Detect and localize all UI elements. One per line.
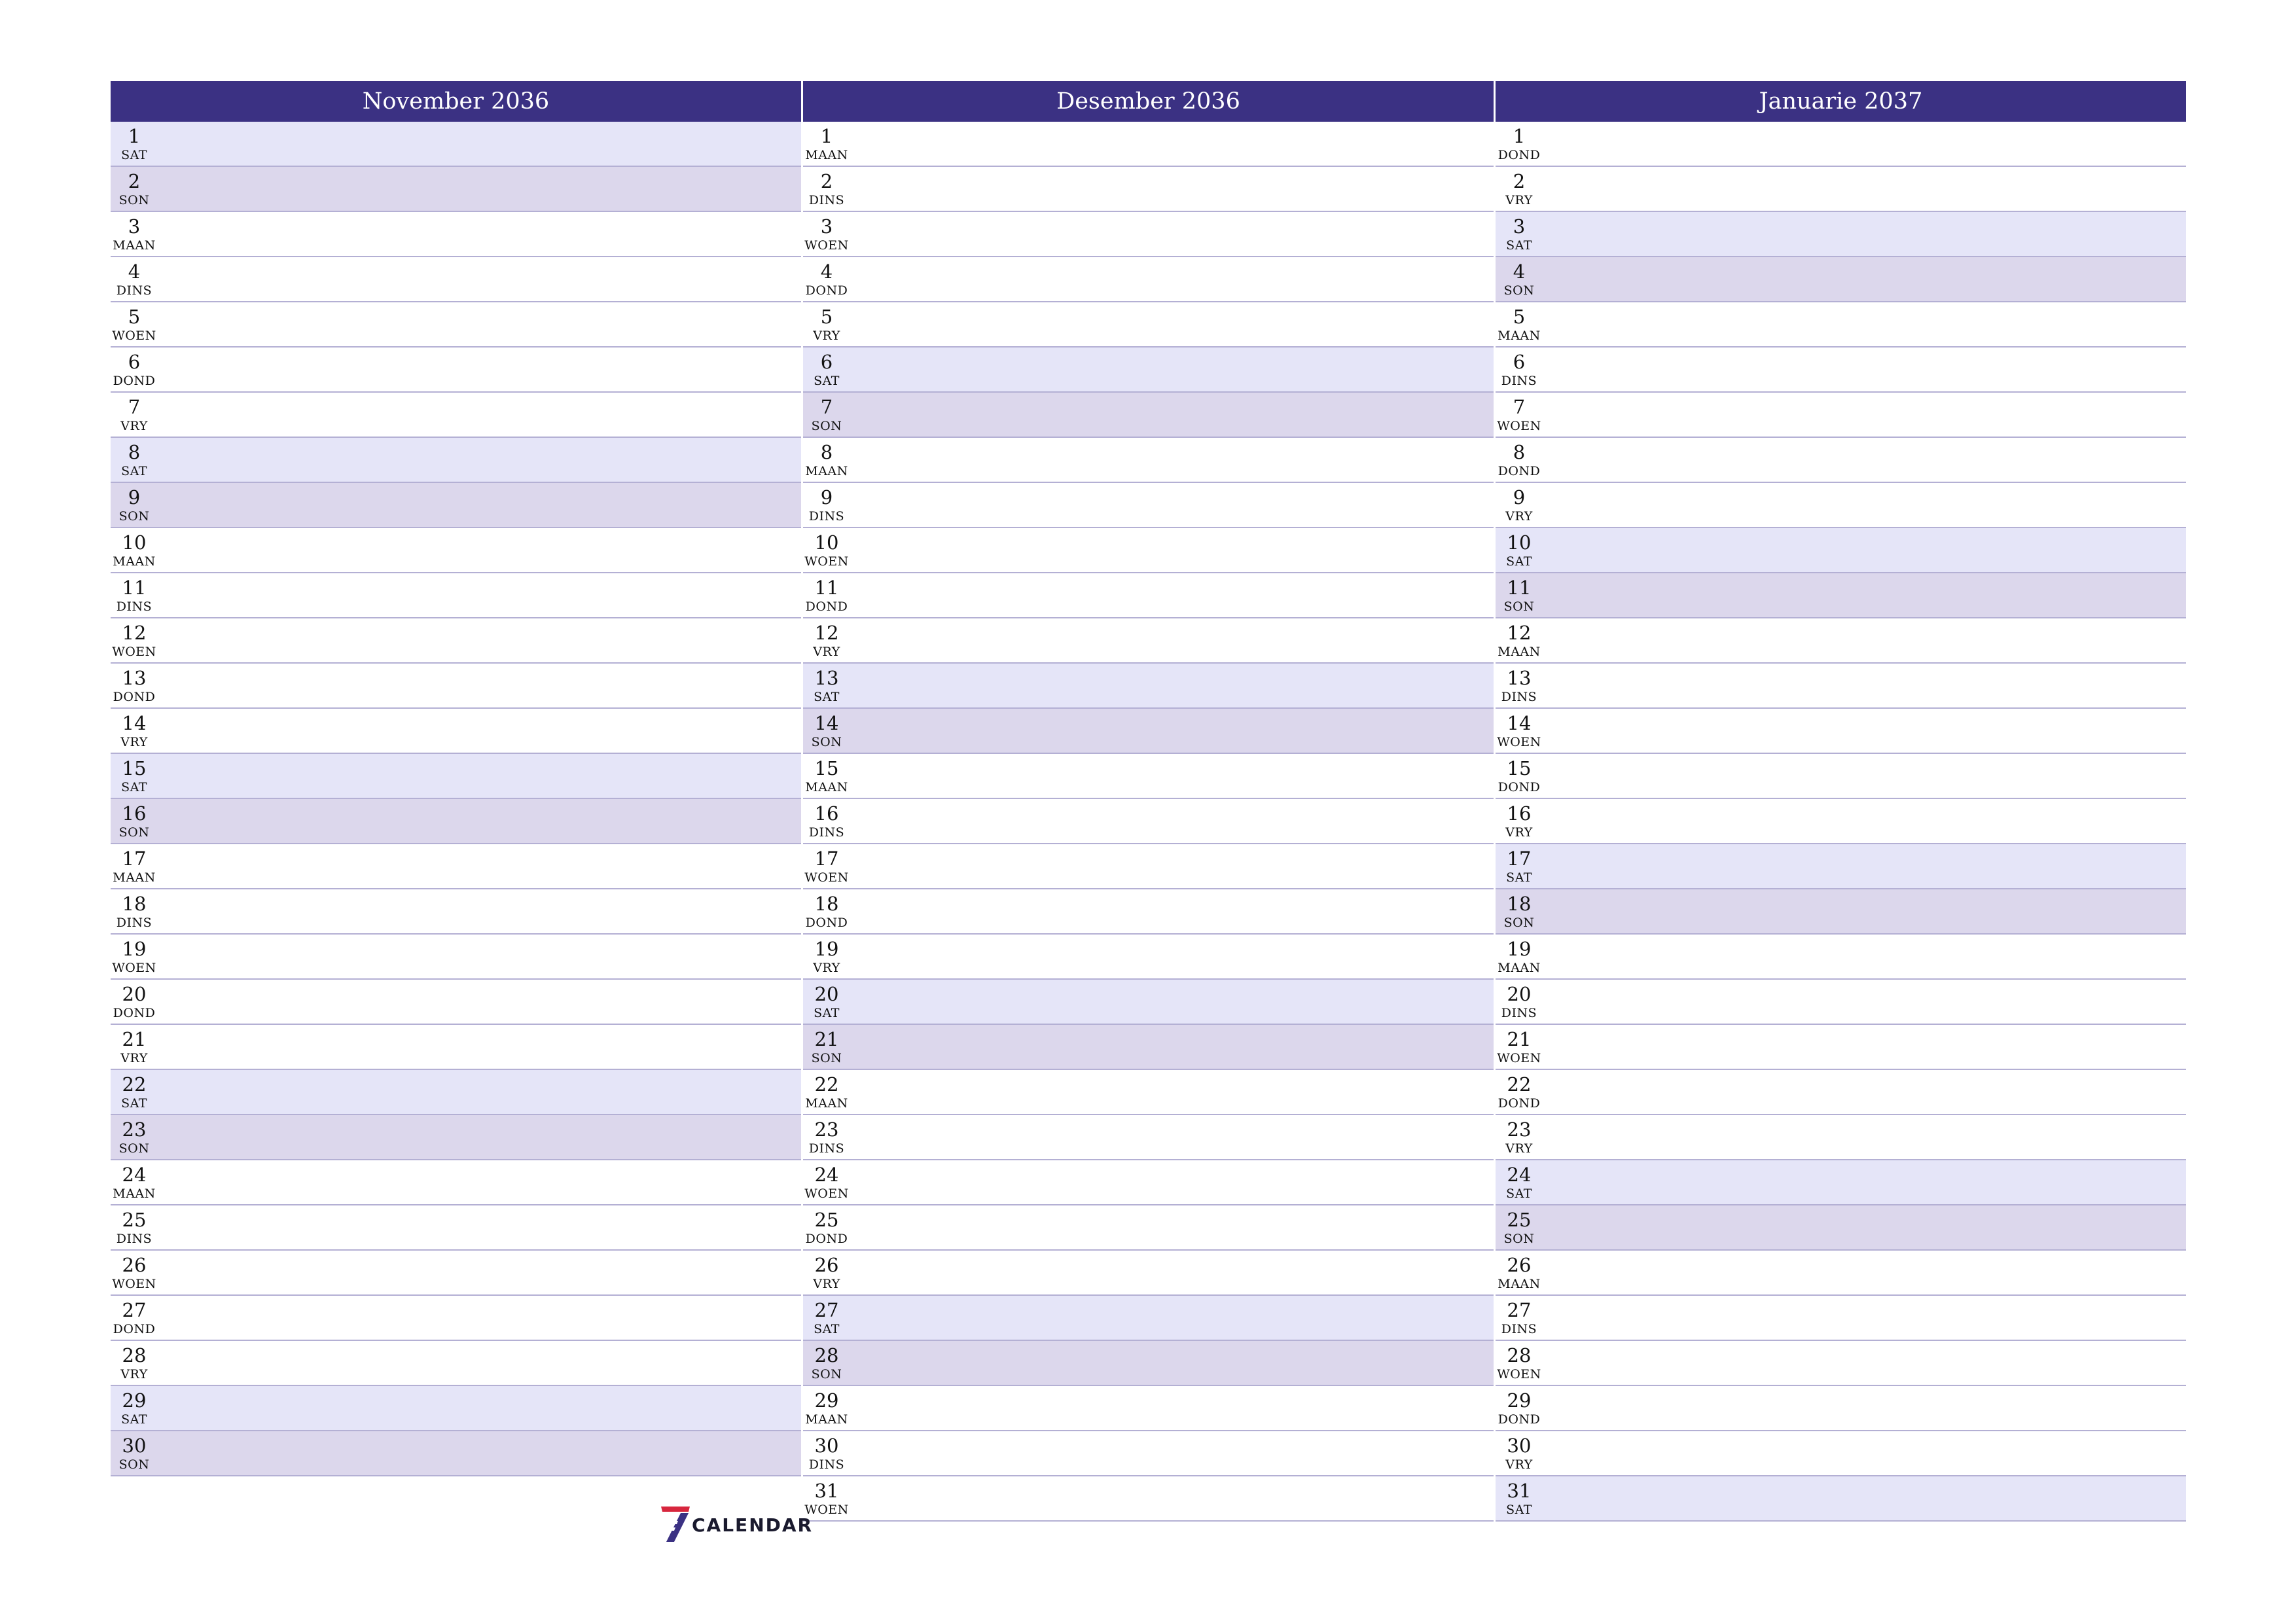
- day-number: 17: [814, 847, 839, 870]
- day-number: 14: [814, 712, 839, 734]
- day-number: 21: [814, 1028, 839, 1050]
- day-row[interactable]: [111, 980, 801, 1025]
- day-name: MAAN: [113, 554, 156, 569]
- day-name: MAAN: [805, 464, 848, 478]
- day-name: VRY: [1505, 1141, 1533, 1156]
- day-row[interactable]: [803, 393, 1494, 438]
- day-number: 3: [128, 215, 141, 238]
- day-row[interactable]: [1496, 980, 2186, 1025]
- day-number: 22: [122, 1073, 147, 1096]
- day-name: SAT: [121, 1412, 147, 1427]
- day-row[interactable]: [1496, 1251, 2186, 1296]
- day-row[interactable]: [803, 438, 1494, 483]
- day-row[interactable]: [1496, 167, 2186, 212]
- day-number: 16: [814, 802, 839, 825]
- day-row[interactable]: [803, 483, 1494, 528]
- day-number: 9: [128, 486, 141, 508]
- day-number: 24: [814, 1164, 839, 1186]
- day-name: DINS: [1501, 690, 1537, 704]
- day-number: 10: [122, 531, 147, 554]
- day-row[interactable]: [1496, 1431, 2186, 1476]
- day-name: DOND: [113, 1322, 156, 1336]
- day-row[interactable]: [1496, 302, 2186, 348]
- day-number: 26: [814, 1254, 839, 1276]
- day-number: 12: [814, 622, 839, 644]
- day-number: 21: [1507, 1028, 1532, 1050]
- day-name: SAT: [121, 464, 147, 478]
- day-number: 27: [122, 1299, 147, 1321]
- day-row[interactable]: [111, 438, 801, 483]
- day-row[interactable]: [803, 1160, 1494, 1205]
- day-number: 30: [814, 1435, 839, 1457]
- day-row[interactable]: [1496, 754, 2186, 799]
- day-row[interactable]: [1496, 618, 2186, 664]
- day-number: 23: [122, 1118, 147, 1141]
- day-name: SAT: [1506, 870, 1532, 885]
- day-number: 25: [122, 1209, 147, 1231]
- day-name: DINS: [808, 509, 845, 524]
- day-row[interactable]: [803, 664, 1494, 709]
- day-number: 30: [122, 1435, 147, 1457]
- day-number: 21: [122, 1028, 147, 1050]
- day-number: 15: [122, 757, 147, 779]
- day-name: DOND: [1498, 780, 1541, 794]
- day-row[interactable]: [1496, 709, 2186, 754]
- day-number: 2: [1513, 170, 1526, 192]
- day-row[interactable]: [111, 844, 801, 889]
- day-number: 20: [814, 983, 839, 1005]
- day-number: 29: [122, 1389, 147, 1412]
- day-name: VRY: [120, 735, 148, 749]
- day-row[interactable]: [1496, 1476, 2186, 1522]
- day-name: SON: [118, 1457, 150, 1472]
- day-row[interactable]: [111, 1431, 801, 1476]
- day-number: 28: [1507, 1344, 1532, 1366]
- day-name: WOEN: [112, 645, 156, 659]
- day-row[interactable]: [1496, 257, 2186, 302]
- day-number: 1: [820, 125, 833, 147]
- day-name: VRY: [1505, 1457, 1533, 1472]
- day-number: 14: [1507, 712, 1532, 734]
- day-name: MAAN: [113, 870, 156, 885]
- day-number: 4: [1513, 260, 1526, 283]
- day-number: 18: [1507, 893, 1532, 915]
- day-number: 5: [1513, 306, 1526, 328]
- day-row[interactable]: [803, 1070, 1494, 1115]
- day-number: 8: [1513, 441, 1526, 463]
- day-number: 24: [1507, 1164, 1532, 1186]
- day-number: 30: [1507, 1435, 1532, 1457]
- day-number: 4: [820, 260, 833, 283]
- day-row[interactable]: [1496, 1386, 2186, 1431]
- day-name: MAAN: [805, 148, 848, 162]
- day-name: WOEN: [112, 961, 156, 975]
- day-row[interactable]: [803, 1115, 1494, 1160]
- month-title: Januarie 2037: [1496, 81, 2186, 122]
- day-name: DOND: [1498, 464, 1541, 478]
- day-row[interactable]: [111, 348, 801, 393]
- day-name: VRY: [1505, 509, 1533, 524]
- day-name: DINS: [1501, 1006, 1537, 1020]
- day-row[interactable]: [111, 1296, 801, 1341]
- day-number: 11: [1507, 577, 1532, 599]
- day-row[interactable]: [1496, 573, 2186, 618]
- day-number: 11: [814, 577, 839, 599]
- day-name: WOEN: [804, 238, 849, 253]
- day-number: 18: [122, 893, 147, 915]
- day-name: VRY: [813, 1277, 840, 1291]
- day-name: SON: [1503, 1232, 1535, 1246]
- day-row[interactable]: [803, 709, 1494, 754]
- day-number: 15: [814, 757, 839, 779]
- day-number: 1: [1513, 125, 1526, 147]
- day-row[interactable]: [111, 618, 801, 664]
- day-row[interactable]: [111, 483, 801, 528]
- day-number: 23: [814, 1118, 839, 1141]
- day-row[interactable]: [1496, 1341, 2186, 1386]
- day-name: SON: [118, 193, 150, 207]
- day-row[interactable]: [111, 1115, 801, 1160]
- day-name: DINS: [808, 1141, 845, 1156]
- day-row[interactable]: [803, 167, 1494, 212]
- logo-text: CALENDAR: [692, 1514, 814, 1536]
- day-row[interactable]: [111, 799, 801, 844]
- day-row[interactable]: [1496, 799, 2186, 844]
- day-row[interactable]: [803, 1205, 1494, 1251]
- day-row[interactable]: [1496, 1296, 2186, 1341]
- day-row[interactable]: [111, 709, 801, 754]
- day-name: WOEN: [804, 1503, 849, 1517]
- day-name: DINS: [116, 283, 152, 298]
- day-number: 19: [814, 938, 839, 960]
- day-row[interactable]: [111, 167, 801, 212]
- day-name: MAAN: [805, 1096, 848, 1111]
- day-row[interactable]: [1496, 1160, 2186, 1205]
- day-number: 31: [1507, 1480, 1532, 1502]
- day-row[interactable]: [803, 844, 1494, 889]
- day-number: 3: [1513, 215, 1526, 238]
- day-name: DINS: [808, 1457, 845, 1472]
- day-row[interactable]: [803, 1025, 1494, 1070]
- day-number: 17: [1507, 847, 1532, 870]
- day-number: 7: [820, 396, 833, 418]
- day-name: SON: [1503, 599, 1535, 614]
- day-number: 28: [122, 1344, 147, 1366]
- day-name: DOND: [1498, 148, 1541, 162]
- day-name: WOEN: [1497, 735, 1541, 749]
- day-name: WOEN: [804, 554, 849, 569]
- day-name: VRY: [120, 1051, 148, 1065]
- day-number: 5: [128, 306, 141, 328]
- day-name: SAT: [121, 780, 147, 794]
- day-name: MAAN: [1498, 645, 1541, 659]
- day-row[interactable]: [111, 1025, 801, 1070]
- day-row[interactable]: [803, 1251, 1494, 1296]
- seven-logo-icon: [661, 1507, 691, 1542]
- day-name: DOND: [805, 916, 848, 930]
- day-name: WOEN: [112, 1277, 156, 1291]
- day-name: DOND: [113, 374, 156, 388]
- day-row[interactable]: [803, 935, 1494, 980]
- day-row[interactable]: [803, 302, 1494, 348]
- day-row[interactable]: [111, 212, 801, 257]
- day-row[interactable]: [111, 889, 801, 935]
- day-name: DOND: [113, 690, 156, 704]
- day-row[interactable]: [803, 1431, 1494, 1476]
- day-number: 3: [820, 215, 833, 238]
- day-name: DINS: [1501, 1322, 1537, 1336]
- logo: [661, 1507, 814, 1542]
- day-name: DINS: [116, 599, 152, 614]
- day-name: MAAN: [1498, 329, 1541, 343]
- day-row[interactable]: [111, 257, 801, 302]
- day-number: 16: [122, 802, 147, 825]
- day-row[interactable]: [111, 1386, 801, 1431]
- day-number: 18: [814, 893, 839, 915]
- day-row[interactable]: [111, 1251, 801, 1296]
- day-name: VRY: [813, 961, 840, 975]
- day-name: SAT: [1506, 238, 1532, 253]
- day-number: 25: [814, 1209, 839, 1231]
- day-name: MAAN: [113, 238, 156, 253]
- day-row[interactable]: [111, 1341, 801, 1386]
- day-number: 23: [1507, 1118, 1532, 1141]
- day-name: SON: [118, 1141, 150, 1156]
- day-name: SON: [1503, 916, 1535, 930]
- day-number: 29: [814, 1389, 839, 1412]
- day-row[interactable]: [1496, 348, 2186, 393]
- day-row[interactable]: [1496, 483, 2186, 528]
- day-row[interactable]: [803, 122, 1494, 167]
- day-row[interactable]: [111, 393, 801, 438]
- day-number: 27: [1507, 1299, 1532, 1321]
- day-row[interactable]: [803, 1476, 1494, 1522]
- day-row[interactable]: [803, 348, 1494, 393]
- day-row[interactable]: [111, 664, 801, 709]
- day-name: DOND: [1498, 1412, 1541, 1427]
- day-row[interactable]: [803, 1386, 1494, 1431]
- day-row[interactable]: [111, 573, 801, 618]
- day-name: VRY: [120, 1367, 148, 1382]
- month-title: November 2036: [111, 81, 801, 122]
- day-name: SON: [811, 1367, 842, 1382]
- day-name: WOEN: [1497, 1367, 1541, 1382]
- day-number: 25: [1507, 1209, 1532, 1231]
- day-row[interactable]: [1496, 889, 2186, 935]
- day-name: MAAN: [805, 1412, 848, 1427]
- day-row[interactable]: [803, 1296, 1494, 1341]
- day-row[interactable]: [111, 122, 801, 167]
- day-name: MAAN: [1498, 961, 1541, 975]
- day-row[interactable]: [1496, 935, 2186, 980]
- day-number: 11: [122, 577, 147, 599]
- day-row[interactable]: [1496, 528, 2186, 573]
- day-row[interactable]: [1496, 212, 2186, 257]
- day-name: WOEN: [804, 870, 849, 885]
- day-number: 19: [122, 938, 147, 960]
- day-name: SAT: [1506, 1503, 1532, 1517]
- calendar-columns: [111, 81, 2186, 1542]
- day-number: 13: [1507, 667, 1532, 689]
- day-name: SAT: [814, 690, 840, 704]
- day-number: 5: [820, 306, 833, 328]
- day-name: SON: [811, 1051, 842, 1065]
- day-number: 9: [1513, 486, 1526, 508]
- day-row[interactable]: [803, 754, 1494, 799]
- day-name: DINS: [808, 825, 845, 840]
- day-name: DOND: [113, 1006, 156, 1020]
- day-number: 22: [814, 1073, 839, 1096]
- day-name: VRY: [120, 419, 148, 433]
- month-column: [1496, 81, 2186, 1522]
- day-number: 2: [820, 170, 833, 192]
- day-number: 17: [122, 847, 147, 870]
- day-number: 6: [128, 351, 141, 373]
- day-name: DINS: [1501, 374, 1537, 388]
- day-number: 2: [128, 170, 141, 192]
- day-row[interactable]: [111, 1205, 801, 1251]
- day-number: 10: [814, 531, 839, 554]
- day-row[interactable]: [803, 212, 1494, 257]
- day-number: 16: [1507, 802, 1532, 825]
- day-number: 7: [128, 396, 141, 418]
- day-name: DOND: [805, 599, 848, 614]
- day-name: SAT: [1506, 1186, 1532, 1201]
- day-row[interactable]: [803, 799, 1494, 844]
- day-number: 20: [1507, 983, 1532, 1005]
- day-row[interactable]: [1496, 1070, 2186, 1115]
- day-row[interactable]: [803, 618, 1494, 664]
- day-number: 9: [820, 486, 833, 508]
- day-number: 26: [1507, 1254, 1532, 1276]
- day-name: VRY: [1505, 193, 1533, 207]
- day-row[interactable]: [803, 1341, 1494, 1386]
- day-name: DOND: [805, 283, 848, 298]
- day-row[interactable]: [803, 528, 1494, 573]
- day-number: 6: [820, 351, 833, 373]
- day-number: 19: [1507, 938, 1532, 960]
- day-name: SAT: [1506, 554, 1532, 569]
- day-name: WOEN: [804, 1186, 849, 1201]
- day-row[interactable]: [111, 1160, 801, 1205]
- day-name: WOEN: [1497, 1051, 1541, 1065]
- day-row[interactable]: [803, 257, 1494, 302]
- day-name: WOEN: [1497, 419, 1541, 433]
- day-row[interactable]: [111, 528, 801, 573]
- day-number: 8: [128, 441, 141, 463]
- day-number: 12: [1507, 622, 1532, 644]
- day-name: VRY: [813, 645, 840, 659]
- day-number: 27: [814, 1299, 839, 1321]
- day-number: 29: [1507, 1389, 1532, 1412]
- day-row[interactable]: [1496, 1025, 2186, 1070]
- day-name: MAAN: [113, 1186, 156, 1201]
- day-row[interactable]: [1496, 664, 2186, 709]
- day-name: SON: [811, 419, 842, 433]
- day-name: SAT: [121, 1096, 147, 1111]
- day-number: 20: [122, 983, 147, 1005]
- day-name: VRY: [1505, 825, 1533, 840]
- day-row[interactable]: [803, 573, 1494, 618]
- day-number: 10: [1507, 531, 1532, 554]
- day-name: WOEN: [112, 329, 156, 343]
- day-row[interactable]: [1496, 393, 2186, 438]
- day-number: 26: [122, 1254, 147, 1276]
- day-row[interactable]: [1496, 1115, 2186, 1160]
- day-number: 7: [1513, 396, 1526, 418]
- day-number: 15: [1507, 757, 1532, 779]
- month-title: Desember 2036: [803, 81, 1494, 122]
- day-name: SON: [1503, 283, 1535, 298]
- day-row[interactable]: [1496, 438, 2186, 483]
- day-name: SAT: [121, 148, 147, 162]
- day-name: SAT: [814, 374, 840, 388]
- day-number: 8: [820, 441, 833, 463]
- day-name: MAAN: [805, 780, 848, 794]
- day-number: 4: [128, 260, 141, 283]
- day-number: 14: [122, 712, 147, 734]
- day-number: 22: [1507, 1073, 1532, 1096]
- day-number: 13: [814, 667, 839, 689]
- day-row[interactable]: [111, 1070, 801, 1115]
- day-name: DOND: [805, 1232, 848, 1246]
- day-name: SAT: [814, 1006, 840, 1020]
- day-name: MAAN: [1498, 1277, 1541, 1291]
- day-row[interactable]: [111, 935, 801, 980]
- day-row[interactable]: [1496, 122, 2186, 167]
- day-name: SON: [118, 825, 150, 840]
- day-number: 6: [1513, 351, 1526, 373]
- day-name: DINS: [808, 193, 845, 207]
- day-number: 12: [122, 622, 147, 644]
- day-name: SON: [118, 509, 150, 524]
- day-number: 24: [122, 1164, 147, 1186]
- day-number: 1: [128, 125, 141, 147]
- day-number: 31: [814, 1480, 839, 1502]
- day-number: 13: [122, 667, 147, 689]
- month-column: [803, 81, 1494, 1522]
- day-row[interactable]: [803, 889, 1494, 935]
- day-row[interactable]: [111, 754, 801, 799]
- month-column: [111, 81, 801, 1476]
- day-row[interactable]: [1496, 1205, 2186, 1251]
- day-row[interactable]: [1496, 844, 2186, 889]
- day-name: VRY: [813, 329, 840, 343]
- day-number: 28: [814, 1344, 839, 1366]
- day-name: SON: [811, 735, 842, 749]
- day-name: DINS: [116, 916, 152, 930]
- day-row[interactable]: [111, 302, 801, 348]
- day-row[interactable]: [803, 980, 1494, 1025]
- day-name: DINS: [116, 1232, 152, 1246]
- day-name: DOND: [1498, 1096, 1541, 1111]
- day-name: SAT: [814, 1322, 840, 1336]
